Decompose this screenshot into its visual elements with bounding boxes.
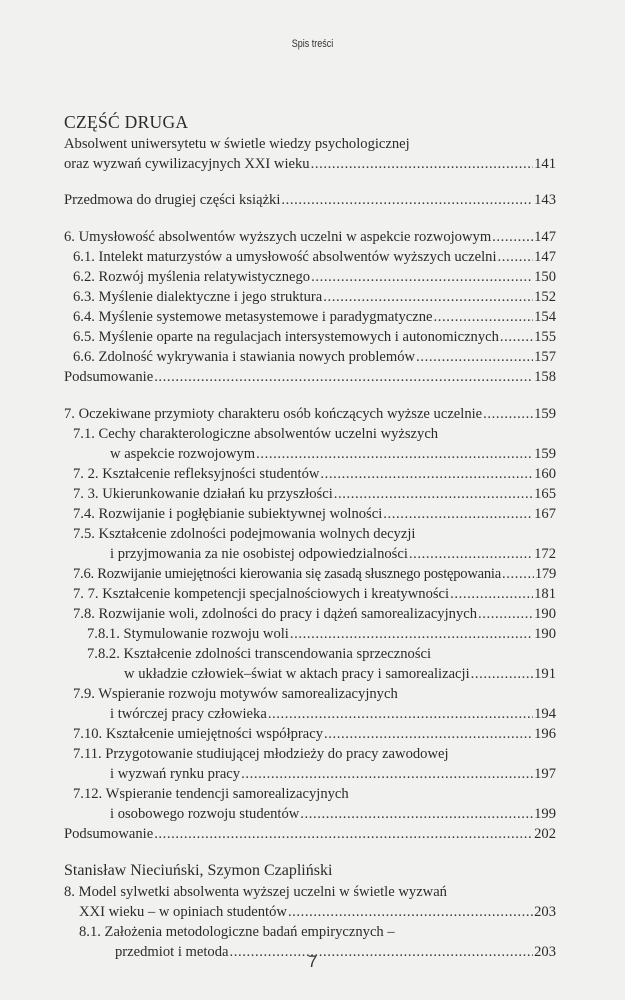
dot-leader	[300, 804, 533, 824]
toc-entry[interactable]	[73, 307, 556, 327]
toc-entry-summary[interactable]	[64, 824, 556, 844]
entry-title-line1: 7.8.2. Kształcenie zdolności transcendowania sprzeczności	[87, 646, 432, 662]
entry-title: i wyzwań rynku pracy	[110, 766, 241, 782]
entry-title: 6.2. Rozwój myślenia relatywistycznego	[73, 269, 311, 285]
entry-title: 7.8. Rozwijanie woli, zdolności do pracy i dążeń samorealizacyjnych	[73, 606, 478, 622]
toc-entry[interactable]	[110, 444, 556, 464]
entry-title: i twórczej pracy człowieka	[110, 706, 267, 722]
entry-title: 6.6. Zdolność wykrywania i stawiania nowych problemów	[73, 349, 416, 365]
page-ref: 167	[534, 506, 556, 522]
entry-title: Przedmowa do drugiej części książki	[64, 192, 281, 208]
page-ref: 190	[534, 606, 556, 622]
toc-entry[interactable]	[110, 764, 556, 784]
page-ref: 181	[534, 586, 556, 602]
entry-title: 6. Umysłowość absolwentów wyższych uczelni w aspekcie rozwojowym	[64, 229, 492, 245]
dot-leader	[288, 902, 533, 922]
dot-leader	[323, 287, 533, 307]
dot-leader	[154, 824, 533, 844]
page-ref: 147	[534, 229, 556, 245]
toc-entry[interactable]	[73, 247, 556, 267]
entry-title: 7. 2. Kształcenie refleksyjności studentów	[73, 466, 320, 482]
part-title-line1: Absolwent uniwersytetu w świetle wiedzy psychologicznej	[64, 136, 410, 152]
toc-entry-summary[interactable]	[64, 367, 556, 387]
entry-title: 7.6. Rozwijanie umiejętności kierowania się zasadą słusznego postępowania	[73, 566, 501, 582]
toc-entry[interactable]	[124, 664, 556, 684]
toc-entry[interactable]	[73, 584, 556, 604]
toc-entry-chapter-6[interactable]	[64, 227, 556, 247]
toc-entry[interactable]	[64, 154, 556, 174]
page-ref: 141	[534, 156, 556, 172]
dot-leader	[290, 624, 533, 644]
entry-title-line1: 7.12. Wspieranie tendencji samorealizacyjnych	[73, 786, 349, 802]
toc-entry[interactable]	[73, 327, 556, 347]
page-ref: 203	[534, 904, 556, 920]
toc-entry[interactable]	[87, 624, 556, 644]
dot-leader	[502, 564, 534, 584]
dot-leader	[416, 347, 533, 367]
dot-leader	[241, 764, 533, 784]
entry-title-line1: 7.9. Wspieranie rozwoju motywów samorealizacyjnych	[73, 686, 398, 702]
entry-title: 7. 3. Ukierunkowanie działań ku przyszłości	[73, 486, 333, 502]
toc-entry[interactable]	[73, 504, 556, 524]
page-ref: 202	[534, 826, 556, 842]
entry-title: 6.5. Myślenie oparte na regulacjach intersystemowych i autonomicznych	[73, 329, 499, 345]
entry-title: w aspekcie rozwojowym	[110, 446, 256, 462]
entry-title-line1: 7.5. Kształcenie zdolności podejmowania wolnych decyzji	[73, 526, 416, 542]
toc-entry[interactable]	[110, 704, 556, 724]
toc-entry[interactable]	[73, 564, 556, 584]
entry-title: 7. 7. Kształcenie kompetencji specjalnościowych i kreatywności	[73, 586, 450, 602]
dot-leader	[281, 190, 533, 210]
entry-title: 7.4. Rozwijanie i pogłębianie subiektywnej wolności	[73, 506, 383, 522]
toc-entry-chapter-7[interactable]	[64, 404, 556, 424]
entry-title: 6.4. Myślenie systemowe metasystemowe i paradygmatyczne	[73, 309, 433, 325]
dot-leader	[500, 327, 533, 347]
dot-leader	[268, 704, 533, 724]
page-ref: 154	[534, 309, 556, 325]
toc-entry[interactable]	[73, 287, 556, 307]
page-ref: 157	[534, 349, 556, 365]
page-ref: 190	[534, 626, 556, 642]
dot-leader	[311, 267, 533, 287]
dot-leader	[478, 604, 533, 624]
toc-entry[interactable]	[73, 484, 556, 504]
entry-title: Podsumowanie	[64, 826, 154, 842]
toc-entry[interactable]	[110, 544, 556, 564]
entry-title-line1: 8.1. Założenia metodologiczne badań empirycznych –	[79, 924, 395, 940]
entry-title: 6.3. Myślenie dialektyczne i jego struktura	[73, 289, 323, 305]
toc-entry-chapter-8[interactable]	[79, 902, 556, 922]
entry-title-line1: 8. Model sylwetki absolwenta wyższej uczelni w świetle wyzwań	[64, 884, 447, 900]
dot-leader	[409, 544, 533, 564]
toc-entry[interactable]	[73, 267, 556, 287]
entry-title: przedmiot i metoda	[115, 944, 229, 960]
entry-title: 7.10. Kształcenie umiejętności współpracy	[73, 726, 324, 742]
dot-leader	[256, 444, 533, 464]
entry-title: 6.1. Intelekt maturzystów a umysłowość absolwentów wyższych uczelni	[73, 249, 497, 265]
toc-entry[interactable]	[73, 724, 556, 744]
dot-leader	[324, 724, 533, 744]
entry-title: XXI wieku – w opiniach studentów	[79, 904, 287, 920]
page-ref: 165	[534, 486, 556, 502]
page-ref: 143	[534, 192, 556, 208]
page-ref: 179	[534, 566, 556, 582]
toc-entry[interactable]	[73, 604, 556, 624]
running-head: Spis treści	[291, 38, 334, 50]
page-ref: 196	[534, 726, 556, 742]
dot-leader	[498, 247, 534, 267]
toc-entry[interactable]	[73, 464, 556, 484]
page-ref: 158	[534, 369, 556, 385]
dot-leader	[471, 664, 533, 684]
entry-title-line1: 7.1. Cechy charakterologiczne absolwentów uczelni wyższych	[73, 426, 439, 442]
dot-leader	[334, 484, 533, 504]
toc-entry[interactable]	[110, 804, 556, 824]
entry-title: Podsumowanie	[64, 369, 154, 385]
entry-title: w układzie człowiek–świat w aktach pracy i samorealizacji	[124, 666, 470, 682]
page-number: 7	[307, 952, 318, 971]
dot-leader	[154, 367, 533, 387]
entry-title-line1: 7.11. Przygotowanie studiującej młodzieży do pracy zawodowej	[73, 746, 449, 762]
page-ref: 150	[534, 269, 556, 285]
page-ref: 197	[534, 766, 556, 782]
page-ref: 203	[534, 944, 556, 960]
entry-title: oraz wyzwań cywilizacyjnych XXI wieku	[64, 156, 310, 172]
dot-leader	[383, 504, 533, 524]
dot-leader	[492, 227, 533, 247]
entry-title: i osobowego rozwoju studentów	[110, 806, 300, 822]
toc-entry[interactable]	[73, 347, 556, 367]
dot-leader	[450, 584, 533, 604]
entry-title: 7.8.1. Stymulowanie rozwoju woli	[87, 626, 289, 642]
page-ref: 147	[534, 249, 556, 265]
page-ref: 152	[534, 289, 556, 305]
page-ref: 172	[534, 546, 556, 562]
chapter-authors: Stanisław Nieciuński, Szymon Czapliński	[64, 862, 333, 879]
page-ref: 191	[534, 666, 556, 682]
entry-title: i przyjmowania za nie osobistej odpowiedzialności	[110, 546, 408, 562]
page-ref: 159	[534, 406, 556, 422]
page-ref: 199	[534, 806, 556, 822]
page-ref: 159	[534, 446, 556, 462]
dot-leader	[311, 154, 534, 174]
toc-entry[interactable]	[64, 190, 556, 210]
part-heading: CZĘŚĆ DRUGA	[64, 112, 189, 132]
dot-leader	[433, 307, 533, 327]
dot-leader	[483, 404, 533, 424]
entry-title: 7. Oczekiwane przymioty charakteru osób kończących wyższe uczelnie	[64, 406, 483, 422]
page-ref: 194	[534, 706, 556, 722]
page-ref: 160	[534, 466, 556, 482]
page-ref: 155	[534, 329, 556, 345]
dot-leader	[320, 464, 533, 484]
